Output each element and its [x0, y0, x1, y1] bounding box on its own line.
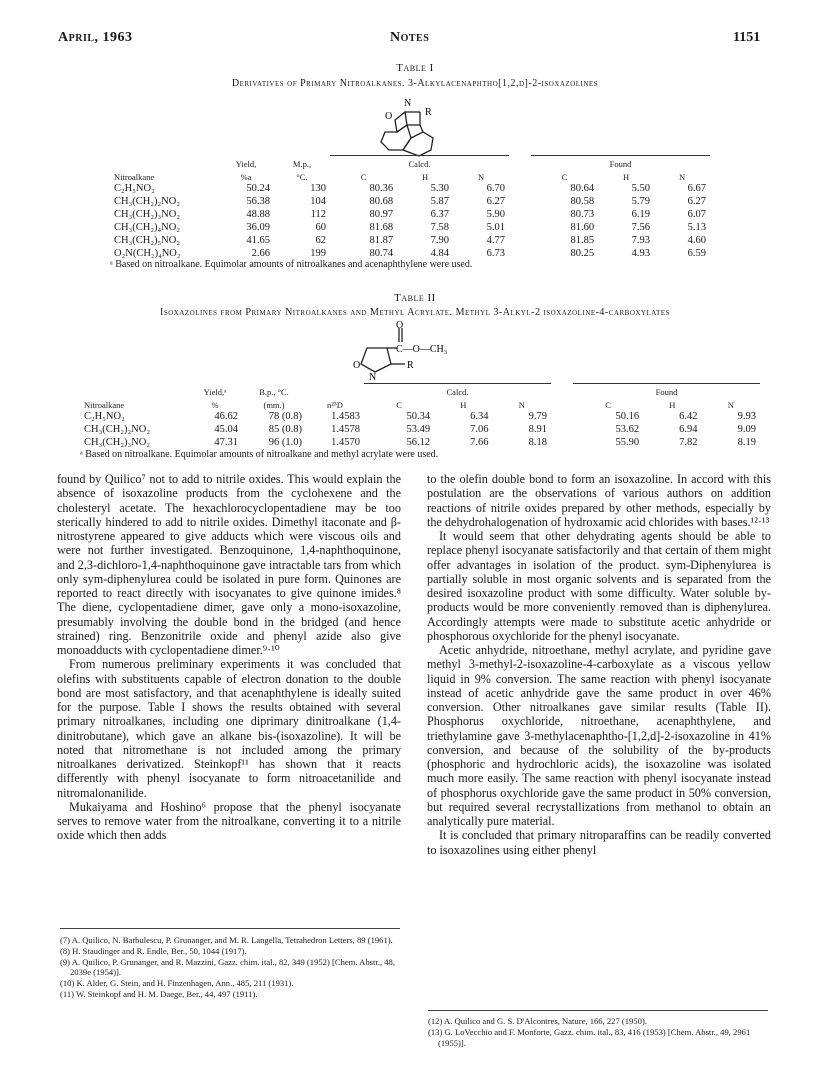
t2-head-found: Found [573, 384, 760, 398]
left-para-3: Mukaiyama and Hoshino⁶ propose that the phenyl isocyanate serves to remove water from the nitroalkane, converting it to a nitrile oxide which then adds [57, 799, 401, 843]
t2-head-n2: N [727, 400, 734, 410]
table1-cell: 80.68 [369, 196, 394, 207]
running-header-section: Notes [390, 30, 430, 45]
column-spacer [551, 423, 573, 436]
table1-cell: C₂H₅NO₂ [114, 183, 155, 194]
t2-head-bp: B.p., °C. [259, 387, 289, 397]
table1-cell: 6.67 [687, 183, 706, 194]
struct1-o: O [385, 111, 393, 122]
table1-cell: CH₃(CH₂)₂NO₂ [114, 196, 180, 207]
table1-title: Derivatives of Primary Nitroalkanes. 3-Alkylacenaphtho[1,2,d]-2-isoxazolines [231, 78, 599, 89]
table1-cell: 7.56 [631, 222, 651, 233]
table2-cell: 55.90 [615, 437, 640, 448]
table2-row [80, 410, 760, 423]
table1-cell: 80.36 [369, 183, 394, 194]
reference: (7) A. Quilico, N. Barbulescu, P. Grunanger, and M. R. Langella, Tetrahedron Letters, 89 (1961). [60, 935, 393, 945]
table1-cell: 81.87 [369, 235, 394, 246]
acenaphthoisoxazoline-structure [375, 92, 465, 162]
t2-head-c: C [396, 400, 402, 410]
table1-cell: 5.90 [486, 209, 505, 220]
table1-row [110, 221, 710, 234]
table2-cell: 9.09 [737, 424, 756, 435]
right-para-2: It would seem that other dehydrating agents should be able to replace phenyl isocyanate satisfactorily and that certain of them might offer advantages in isolation of the product. sym-Diphenylurea is partially soluble in most organic solvents and is separated from the desired isoxazoline product with some difficulty. Water soluble by-products would be more conveniently removed than is diphenylurea. Accordingly attempts were made to substitute acetic anhydride or phosphorous oxychloride for the phenyl isocyanate. [427, 529, 771, 643]
table1-cell: 104 [310, 196, 326, 207]
column-spacer [509, 234, 531, 247]
table1-cell: 62 [315, 235, 326, 246]
table1-cell: 6.59 [687, 248, 706, 259]
table1 [110, 155, 710, 260]
table1-cell: 6.73 [486, 248, 505, 259]
struct2-o-top: O [396, 320, 404, 331]
table2-cell: 1.4570 [331, 437, 360, 448]
table2-cell: 9.79 [528, 411, 547, 422]
table2-cell: 1.4578 [331, 424, 360, 435]
reference: (10) K. Alder, G. Stein, and H. Finzenhagen, Ann., 485, 211 (1931). [60, 978, 294, 989]
table1-cell: CH₃(CH₂)₃NO₂ [114, 209, 180, 220]
left-para-2: From numerous preliminary experiments it was concluded that olefins with substituents capable of electron donation to the double bond are most satisfactory, and that acenaphthylene is ideally suited for the purpose. Table I shows the results obtained with several primary nitroalkanes, including one diprimary dinitroalkane (1,4-dinitrobutane), which gave an alkane bis-(isoxazoline). It will be noted that nitromethane is not included among the primary nitroalkanes derivatized. Steinkopf¹¹ has shown that it reacts differently with phenyl isocyanate to form nitroacetanilide and nitromalonanilide. [57, 657, 401, 800]
table2-cell: 56.12 [406, 437, 431, 448]
table2-cell: 50.16 [615, 411, 640, 422]
table1-cell: 41.65 [246, 235, 270, 246]
table1-cell: CH₃(CH₂)₄NO₂ [114, 222, 180, 233]
table1-cell: 7.58 [430, 222, 450, 233]
page-number: 1151 [733, 30, 761, 45]
table2-title: Isoxazolines from Primary Nitroalkanes and Methyl Acrylate. Methyl 3-Alkyl-2 isoxazoline-4-carboxylates [160, 307, 670, 318]
struct2-o-ring: O [353, 360, 361, 371]
table2-cell: 1.4583 [331, 411, 360, 422]
table1-cell: 5.87 [430, 196, 450, 207]
left-references [60, 935, 400, 1000]
t1-head-c2: C [561, 172, 568, 182]
table2-cell: 45.04 [214, 424, 238, 435]
column-spacer [509, 195, 531, 208]
right-para-4: It is concluded that primary nitroparaffins can be readily converted to isoxazolines using either phenyl [427, 828, 771, 857]
table1-cell: 4.60 [687, 235, 706, 246]
table2-cell: 6.42 [679, 411, 698, 422]
table2-cell: 6.94 [679, 424, 698, 435]
table1-cell: 80.58 [570, 196, 595, 207]
t1-head-yield: Yield, [235, 159, 257, 169]
table2-cell: 7.06 [470, 424, 489, 435]
t1-head-mp: M.p., [292, 159, 312, 169]
table1-cell: 4.84 [430, 248, 450, 259]
table1-cell: 36.09 [246, 222, 270, 233]
table2-cell: 53.49 [406, 424, 431, 435]
table2-row [80, 423, 760, 436]
right-para-3: Acetic anhydride, nitroethane, methyl acrylate, and pyridine gave methyl 3-methyl-2-isoxazoline-4-carboxylate as a viscous yellow liquid in 9% conversion. The same reaction with phenyl isocyanate instead of acetic anhydride gave the same product in over 46% conversion. Other nitroalkanes gave similar results (Table II). Phosphorus oxychloride, nitroethane, acenaphthylene, and triethylamine gave 3-methylacenaphtho-[1,2,d]-2-isoxazoline in 41% conversion, and because of the solubility of the by-products (phosphoric and hydrochloric acids), the isoxazoline was isolated much more easily. The same reaction with phenyl isocyanate instead of phosphorus oxychloride gave the same product in 50% conversion, but required several recrystallizations from methanol to obtain an analytically pure material. [427, 643, 771, 828]
table1-row [110, 208, 710, 221]
t1-head-n: N [477, 172, 485, 182]
t1-head-yield-unit: %a [240, 172, 252, 182]
t1-head-calcd: Calcd. [330, 156, 509, 170]
table2-cell: 46.62 [214, 411, 238, 422]
table2 [80, 383, 760, 449]
struct2-n-ring: N [369, 372, 377, 382]
left-para-1: found by Quilico⁷ not to add to nitrile oxides. This would explain the absence of isoxazoline products from the cyclohexene and the cholesteryl acetate. The hexachlorocyclopentadiene may be too sterically hindered to add to nitrile oxides. Dimethyl itaconate and β-nitrostyrene appeared to give adducts which were viscous oils and were not further investigated. Benzoquinone, 1,4-naphthoquinone, and 2,3-dichloro-1,4-naphthoquinone gave intractable tars from which only sym-diphenylurea could be isolated in pure form. Quinones are reported to react directly with isocyanates to give quinone imides.⁸ The diene, cyclopentadiene dimer, gave only a mono-isoxazoline, presumably involving the double bond in the bridged (and hence strained) ring. Benzonitrile oxide and phenyl azide also give monoadducts with cyclopentadiene dimer.⁹·¹⁰ [57, 472, 401, 657]
left-footnote-rule [60, 928, 400, 929]
table1-cell: 5.13 [687, 222, 706, 233]
table1-label: Table I [396, 62, 434, 74]
table2-cell: 8.91 [528, 424, 547, 435]
table1-row [110, 195, 710, 208]
t2-head-c2: C [605, 400, 611, 410]
table2-footnote: ᵃ Based on nitroalkane. Equimolar amounts of nitroalkane and methyl acrylate were used. [80, 449, 439, 460]
reference: (9) A. Quilico, P. Grunanger, and R. Mazzini, Gazz. chim. ital., 82, 349 (1952) [Chem. Abstr., 48, 2039e (1954)]. [60, 956, 395, 978]
t1-head-n2: N [678, 172, 686, 182]
right-footnote-rule [428, 1010, 768, 1011]
column-spacer [551, 436, 573, 449]
table2-row [80, 436, 760, 449]
table1-cell: 80.64 [570, 183, 595, 194]
t2-head-bp-unit: (mm.) [263, 400, 285, 410]
table2-cell: 53.62 [615, 424, 640, 435]
table1-cell: 112 [310, 209, 326, 220]
t2-head-yield: Yield,ᵃ [203, 387, 227, 397]
table1-cell: 130 [310, 183, 326, 194]
struct1-n: N [404, 98, 412, 109]
table2-cell: C₂H₅NO₂ [84, 411, 125, 422]
table1-cell: 7.93 [631, 235, 651, 246]
t1-head-h: H [421, 172, 429, 182]
table1-cell: 56.38 [246, 196, 270, 207]
table1-cell: 7.90 [430, 235, 450, 246]
table2-cell: 9.93 [737, 411, 756, 422]
table1-cell: 80.97 [369, 209, 394, 220]
right-para-1: to the olefin double bond to form an isoxazoline. In accord with this postulation are the observations of various authors on addition reactions of nitrile oxides prepared by other methods, especially by the dehydrohalogenation of hydroxamic acid chlorides with bases.¹²·¹³ [427, 472, 771, 529]
right-column [427, 472, 771, 857]
table1-cell: 6.07 [687, 209, 706, 220]
column-spacer [551, 410, 573, 423]
table1-footnote: ᵃ Based on nitroalkane. Equimolar amounts of nitroalkanes and acenaphthylene were used. [110, 259, 473, 270]
struct2-r: R [407, 360, 414, 371]
table1-cell: 4.93 [631, 248, 651, 259]
table1-cell: 81.85 [570, 235, 595, 246]
table2-cell: 78 (0.8) [268, 411, 302, 422]
reference: (8) H. Staudinger and R. Endle, Ber., 50, 1044 (1917). [60, 945, 247, 956]
t1-head-c: C [360, 172, 367, 182]
table1-cell: 5.50 [631, 183, 651, 194]
table1-cell: 81.68 [369, 222, 394, 233]
table1-row [110, 182, 710, 195]
table1-cell: 50.24 [246, 183, 270, 194]
column-spacer [509, 221, 531, 234]
table2-cell: 8.19 [737, 437, 756, 448]
table1-cell: 81.60 [570, 222, 595, 233]
table1-cell: 5.30 [430, 183, 450, 194]
table1-cell: 6.27 [486, 196, 505, 207]
table1-cell: CH₃(CH₂)₅NO₂ [114, 235, 180, 246]
table2-cell: 85 (0.8) [268, 424, 302, 435]
table1-row [110, 234, 710, 247]
table1-cell: 5.79 [631, 196, 651, 207]
table1-cell: 80.74 [369, 248, 394, 259]
table1-cell: 6.27 [687, 196, 706, 207]
t1-head-mp-unit: °C. [296, 172, 308, 182]
column-spacer [509, 182, 531, 195]
column-spacer [509, 247, 531, 260]
column-spacer [509, 208, 531, 221]
struct1-r: R [425, 107, 432, 118]
table2-cell: 96 (1.0) [268, 437, 302, 448]
table1-cell: O₂N(CH₂)₄NO₂ [114, 248, 181, 259]
table1-cell: 2.66 [251, 248, 270, 259]
reference: (11) W. Steinkopf and H. M. Daege, Ber., 44, 497 (1911). [60, 988, 258, 999]
left-column [57, 472, 401, 843]
t2-head-nd: n²⁵D [327, 400, 343, 410]
table1-cell: 60 [315, 222, 326, 233]
table1-cell: 6.70 [486, 183, 505, 194]
table2-cell: 7.66 [470, 437, 489, 448]
t2-head-h2: H [669, 400, 676, 410]
table1-cell: 6.37 [430, 209, 450, 220]
reference: (13) G. LoVecchio and F. Monforte, Gazz. chim. ital., 83, 416 (1953) [Chem. Abstr., 49, 2961 (1955)]. [428, 1026, 751, 1048]
table1-cell: 4.77 [486, 235, 505, 246]
struct2-ester: C—O—CH₃ [396, 344, 448, 355]
table2-cell: 6.34 [470, 411, 489, 422]
t2-head-yield-unit: % [211, 400, 219, 410]
table2-cell: 7.82 [679, 437, 698, 448]
reference: (12) A. Quilico and G. S. D'Alcontres, Nature, 166, 227 (1950). [428, 1016, 647, 1026]
table1-cell: 80.73 [570, 209, 595, 220]
table1-cell: 5.01 [486, 222, 505, 233]
t2-head-calcd: Calcd. [364, 384, 551, 398]
t2-head-n: N [518, 400, 525, 410]
t2-head-h: H [460, 400, 467, 410]
running-header-date: April, 1963 [58, 30, 133, 45]
table2-cell: CH₃(CH₂)₂NO₂ [84, 424, 150, 435]
t1-head-nitro: Nitroalkane [114, 172, 155, 182]
right-references [428, 1016, 768, 1048]
table1-cell: 48.88 [246, 209, 270, 220]
t2-head-nitro: Nitroalkane [84, 400, 125, 410]
t1-head-h2: H [622, 172, 630, 182]
table1-cell: 199 [310, 248, 326, 259]
isoxazoline-carboxylate-structure [335, 320, 475, 382]
table1-cell: 80.25 [570, 248, 595, 259]
table2-cell: CH₃(CH₂)₃NO₂ [84, 437, 150, 448]
table1-cell: 6.19 [631, 209, 651, 220]
table2-cell: 47.31 [214, 437, 238, 448]
t1-head-found: Found [531, 156, 710, 170]
table2-label: Table II [394, 292, 436, 304]
table2-cell: 50.34 [406, 411, 431, 422]
table2-cell: 8.18 [528, 437, 547, 448]
